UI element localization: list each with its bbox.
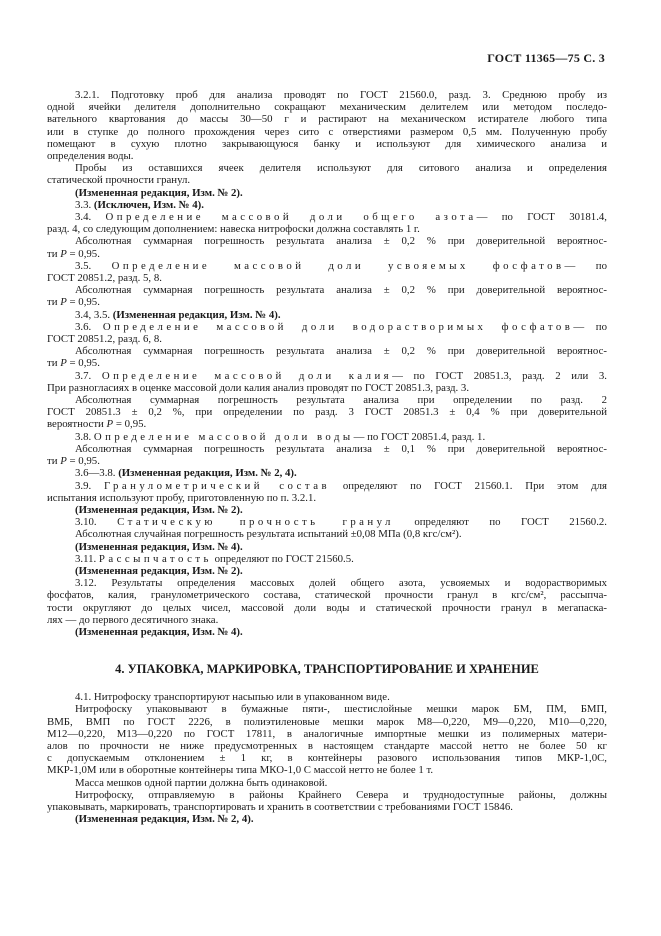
text-line [47, 541, 607, 553]
italic-run: Р [60, 296, 67, 309]
italic-run: Р [60, 357, 67, 370]
italic-run: Р [60, 455, 67, 468]
clause-3-7 [47, 370, 607, 394]
letterspaced-term: Определение массовой доли водорастворимых фосфатов [102, 320, 574, 333]
text-line: Абсолютная суммарная погрешность результата анализа ± 0,2 % при доверительной вероятнос- [75, 284, 607, 297]
letterspaced-term: Определение массовой доли общего азота [105, 211, 477, 224]
clause-3-6 [47, 321, 607, 345]
letterspaced-term: Определение массовой доли усвояемых фосфатов [111, 259, 565, 272]
text-line: ти Р = 0,95. [47, 247, 100, 260]
letterspaced-term: Определение массовой доли калия [101, 369, 393, 382]
text-line: Абсолютная суммарная погрешность результата анализа ± 0,1 % при доверительной вероятнос- [75, 442, 607, 455]
clause-3-2-1-samples [47, 162, 607, 186]
clause-3-4 [47, 211, 607, 235]
text-line: ГОСТ 20851.2, разд. 6, 8. [47, 333, 162, 346]
text-line: 3.6. Определение массовой доли водорастворимых фосфатов— по [75, 320, 607, 333]
bold-run: (Измененная редакция, Изм. № 4). [75, 625, 243, 638]
section-3-text-block [47, 89, 607, 638]
amendment-note [47, 187, 607, 199]
text-line: ВМБ, ВМП по ГОСТ 2226, в полиэтиленовые мешки марок М8—0,220, М9—0,220, М10—0,220, [47, 715, 607, 728]
accuracy-note-3-4 [47, 235, 607, 259]
amendment-note-3-6-3-8 [47, 467, 607, 479]
accuracy-note-3-7 [47, 394, 607, 431]
letterspaced-term: Определение массовой доли воды [93, 430, 354, 443]
text-line [47, 504, 607, 516]
clause-3-12 [47, 577, 607, 626]
bold-run: (Измененная редакция, Изм. № 4). [112, 308, 281, 321]
text-line: 3.2.1. Подготовку проб для анализа проводят по ГОСТ 21560.0, разд. 3. Среднюю пробу из [75, 89, 607, 101]
accuracy-note-3-5 [47, 284, 607, 308]
text-line: Масса мешков одной партии должна быть одинаковой. [75, 776, 328, 789]
letterspaced-term: Рассыпчатость [98, 552, 212, 565]
bold-run: (Исключен, Изм. № 4). [93, 198, 204, 211]
packaging-paragraph [47, 703, 607, 776]
text-line: 3.11. Рассыпчатость определяют по ГОСТ 21560.5. [75, 552, 354, 565]
bold-run: (Измененная редакция, Изм. № 4). [75, 540, 243, 553]
italic-run: Р [106, 418, 114, 431]
bold-run: (Измененная редакция, Изм. № 2). [75, 186, 243, 199]
text-line: Пробы из оставшихся ячеек делителя используют для ситового анализа и определения [75, 162, 607, 175]
amendment-note [47, 504, 607, 516]
text-line: 3.9. Гранулометрический состав определяют по ГОСТ 21560.1. При этом для [75, 479, 607, 492]
text-line: фосфатов, калия, гранулометрического состава, статической прочности гранул в кгс/см², рассыпча- [47, 589, 607, 602]
amendment-note [47, 541, 607, 553]
text-line: МКР-1,0М или в оборотные контейнеры типа МКО-1,0 С массой нетто не более 1 т. [47, 764, 434, 777]
bold-run: (Измененная редакция, Изм. № 2). [75, 503, 243, 516]
bold-run: (Измененная редакция, Изм. № 2). [75, 564, 243, 577]
clause-3-9 [47, 480, 607, 504]
text-line: 3.6—3.8. (Измененная редакция, Изм. № 2, 4). [75, 467, 297, 480]
bold-run: (Измененная редакция, Изм. № 2, 4). [75, 813, 254, 826]
text-line: или в ступке до полного прохождения через сито с отверстиями размером 0,5 мм. Полученную пробу [47, 125, 607, 138]
text-line: помещают в сухую плотно закрывающуюся банку и используют для химического анализа и [47, 137, 607, 150]
text-line: 3.4. Определение массовой доли общего азота— по ГОСТ 30181.4, [75, 211, 607, 224]
text-line: ти Р = 0,95. [47, 296, 100, 309]
bag-mass-paragraph [47, 777, 607, 789]
text-line: упаковывать, маркировать, транспортировать и хранить в соответствии с требованиями ГОСТ 15846. [47, 800, 513, 813]
text-line: вательного квартования до массы 30—50 г и растирают на механическом истирателе любого типа [47, 113, 607, 126]
text-line: 3.8. Определение массовой доли воды— по ГОСТ 20851.4, разд. 1. [75, 430, 486, 443]
text-line: ти Р = 0,95. [47, 455, 100, 468]
clause-3-8 [47, 431, 607, 443]
clause-3-2-1 [47, 89, 607, 162]
text-line: статической прочности гранул. [47, 174, 191, 187]
text-line: 3.5. Определение массовой доли усвояемых фосфатов— по [75, 259, 607, 272]
amendment-note [47, 813, 607, 825]
letterspaced-term: Статическую прочность гранул [117, 516, 394, 529]
accuracy-note-3-8 [47, 443, 607, 467]
text-line: Нитрофоску упаковывают в бумажные пяти-, шестислойные мешки марок БМ, ПМ, БМП, [75, 703, 607, 716]
far-north-paragraph [47, 789, 607, 813]
text-line: лях — до первого десятичного знака. [47, 613, 219, 626]
amendment-note [47, 565, 607, 577]
text-line: алов по прочности не ниже предусмотренных в настоящем стандарте массой нетто не более 50 кг [47, 739, 607, 752]
text-line: 3.12. Результаты определения массовых долей общего азота, усвояемых и водорастворимых [75, 577, 607, 590]
text-line: М12—0,220, М13—0,220 по ГОСТ 17811, в аналогичные импортные мешки из полимерных матери- [47, 727, 607, 740]
page-header: ГОСТ 11365—75 С. 3 [487, 51, 605, 65]
letterspaced-term: Гранулометрический состав [104, 479, 331, 492]
section-4-heading: 4. УПАКОВКА, МАРКИРОВКА, ТРАНСПОРТИРОВАНИЕ И ХРАНЕНИЕ [115, 662, 539, 677]
italic-run: Р [60, 247, 67, 260]
text-line: разд. 4, со следующим дополнением: навеска нитрофоски должна составлять 1 г. [47, 223, 420, 236]
text-line [47, 187, 607, 199]
text-line: 3.3. (Исключен, Изм. № 4). [75, 198, 204, 211]
text-line: Абсолютная случайная погрешность результата испытаний ±0,08 МПа (0,8 кгс/см²). [75, 528, 462, 541]
text-line: ГОСТ 20851.3 ± 0,2 %, при определении по разд. 3 ГОСТ 20851.3 ± 0,4 % при доверительной [47, 406, 607, 419]
clause-3-11 [47, 553, 607, 565]
text-line: с допускаемым отклонением ± 1 кг, в контейнеры разового использования типов МКР-1,0С, [47, 752, 607, 765]
clause-3-3 [47, 199, 607, 211]
text-line: тости округляют до целых чисел, массовой доли воды и статической прочности гранул в мегапаска- [47, 601, 607, 614]
text-line: Абсолютная суммарная погрешность результата анализа при определении по разд. 2 [75, 394, 607, 407]
text-line: определения воды. [47, 150, 134, 163]
clause-4-1 [47, 691, 607, 703]
text-line: ти Р = 0,95. [47, 357, 100, 370]
text-line: Абсолютная суммарная погрешность результата анализа ± 0,2 % при доверительной вероятнос- [75, 235, 607, 248]
text-line: 3.10. Статическую прочность гранул определяют по ГОСТ 21560.2. [75, 516, 607, 529]
section-4-text-block [47, 691, 607, 825]
text-line: 4.1. Нитрофоску транспортируют насыпью или в упакованном виде. [75, 691, 390, 704]
text-line [47, 626, 607, 638]
text-line: Абсолютная суммарная погрешность результата анализа ± 0,2 % при доверительной вероятнос- [75, 345, 607, 358]
text-line [47, 565, 607, 577]
clause-3-5 [47, 260, 607, 284]
text-line: 3.7. Определение массовой доли калия— по ГОСТ 20851.3, разд. 2 или 3. [75, 369, 607, 382]
text-line: вероятности Р = 0,95. [47, 418, 147, 431]
amendment-note-3-4-3-5 [47, 309, 607, 321]
text-line: 3.4, 3.5. (Измененная редакция, Изм. № 4). [75, 308, 281, 321]
text-line: Нитрофоску, отправляемую в районы Крайнего Севера и труднодоступные районы, должны [75, 788, 607, 801]
bold-run: (Измененная редакция, Изм. № 2, 4). [118, 467, 297, 480]
text-line: ГОСТ 20851.2, разд. 5, 8. [47, 272, 162, 285]
text-line: одной ячейки делителя дополнительно сокращают механическим делителем или методом последо- [47, 101, 607, 114]
amendment-note [47, 626, 607, 638]
accuracy-note-3-10 [47, 528, 607, 540]
text-line: испытания используют пробу, приготовленную по п. 3.2.1. [47, 491, 317, 504]
accuracy-note-3-6 [47, 345, 607, 369]
text-line: При разногласиях в оценке массовой доли калия анализ проводят по ГОСТ 20851.3, разд. 3. [47, 381, 470, 394]
text-line [47, 813, 607, 825]
clause-3-10 [47, 516, 607, 528]
